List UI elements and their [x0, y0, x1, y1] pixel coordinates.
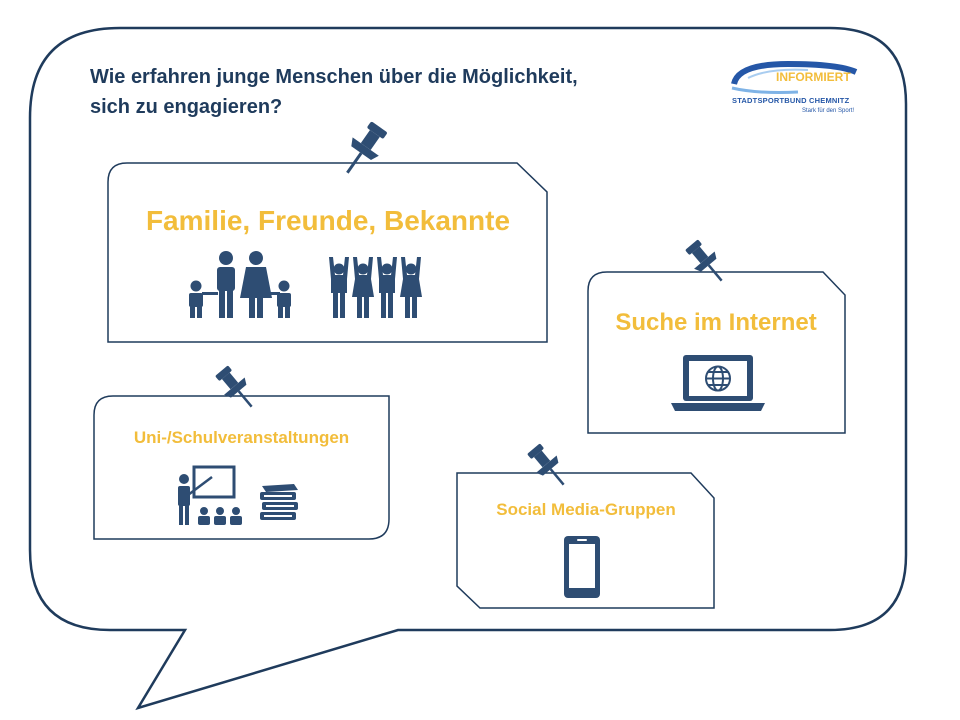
logo-org: STADTSPORTBUND CHEMNITZ [732, 96, 850, 105]
pushpin-icon [208, 362, 264, 414]
classroom-teacher-icon [172, 465, 244, 527]
title-line-2: sich zu engagieren? [90, 96, 283, 118]
logo-badge: INFORMIERT [776, 70, 851, 84]
card-social-label: Social Media-Gruppen [496, 500, 676, 519]
question-title [90, 62, 710, 122]
logo-tagline: Stark für den Sport! [802, 108, 855, 114]
family-icon [180, 250, 300, 320]
laptop-globe-icon [671, 353, 765, 413]
pushpin-icon [336, 118, 392, 180]
title-line-1: Wie erfahren junge Menschen über die Möglichkeit, [90, 66, 578, 88]
card-uni-label: Uni-/Schulveranstaltungen [133, 428, 350, 447]
pushpin-icon [520, 440, 576, 492]
smartphone-icon [563, 535, 601, 599]
pushpin-icon [678, 236, 734, 288]
stadtsportbund-logo [728, 58, 868, 120]
card-family-label: Familie, Freunde, Bekannte [145, 205, 511, 236]
friends-icon [325, 255, 430, 320]
books-icon [258, 482, 300, 522]
card-internet-label: Suche im Internet [615, 309, 817, 336]
